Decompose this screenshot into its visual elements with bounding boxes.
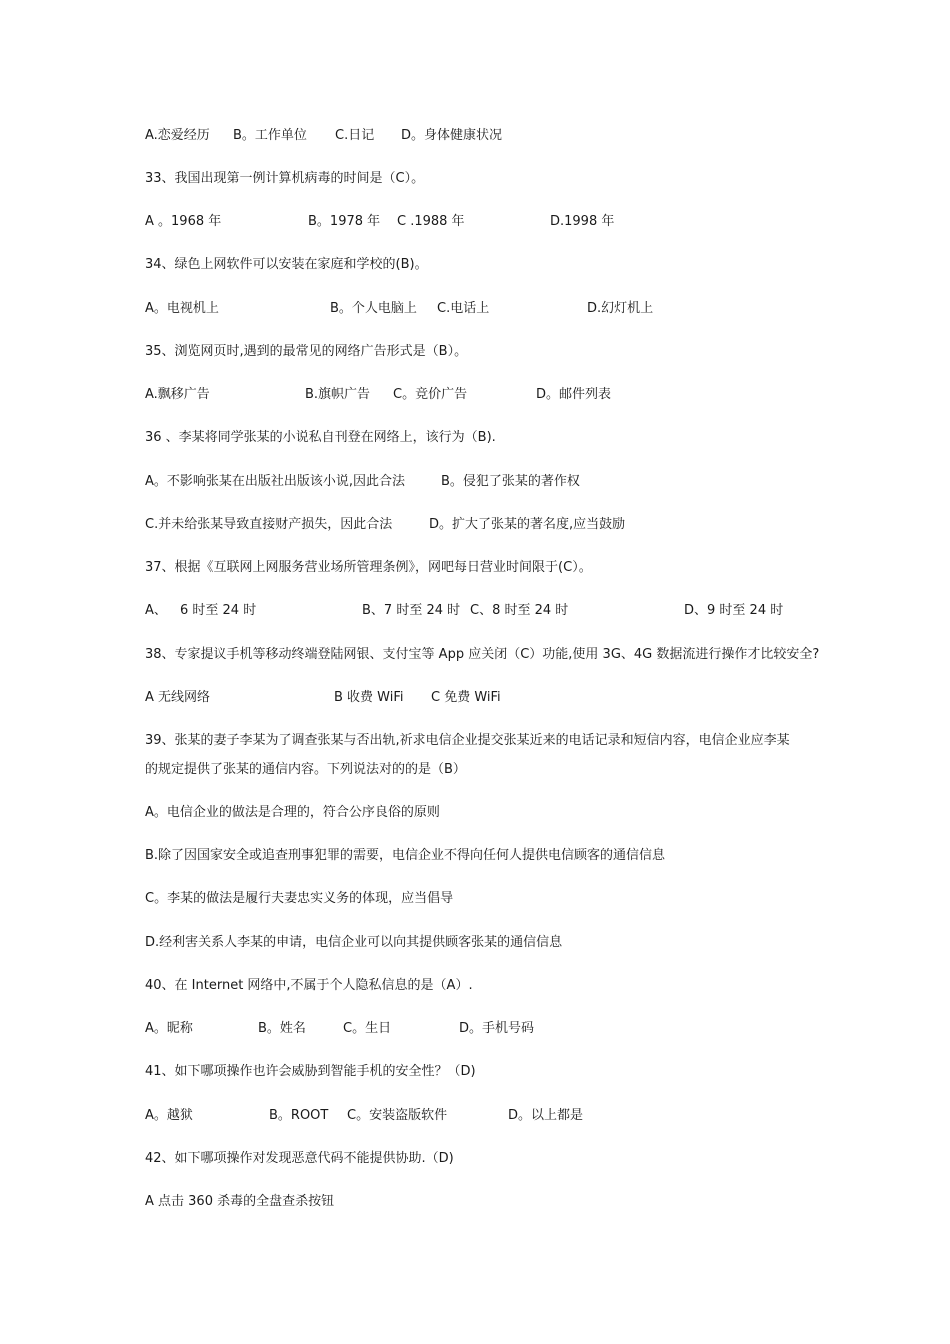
option-c: C。竞价广告 [393, 387, 468, 402]
option-a: A.飘移广告 [145, 387, 210, 402]
option-c: C.并未给张某导致直接财产损失，因此合法 [145, 517, 393, 532]
option-a: A 。1968 年 [145, 214, 222, 229]
options-line [145, 1018, 535, 1040]
question-34: 34、绿色上网软件可以安装在家庭和学校的(B)。 [145, 257, 428, 272]
options-line [145, 687, 501, 709]
question-33: 33、我国出现第一例计算机病毒的时间是（C）。 [145, 171, 425, 186]
option-d: D。身体健康状况 [401, 128, 503, 143]
options-line [145, 125, 503, 147]
option-b: B。侵犯了张某的著作权 [441, 474, 580, 489]
question-41: 41、如下哪项操作也许会威胁到智能手机的安全性？（D) [145, 1064, 476, 1079]
question-35: 35、浏览网页时,遇到的最常见的网络广告形式是（B）。 [145, 344, 468, 359]
options-line [145, 298, 654, 320]
question-40: 40、在 Internet 网络中,不属于个人隐私信息的是（A）. [145, 978, 473, 993]
question-36: 36 、李某将同学张某的小说私自刊登在网络上，该行为（B). [145, 430, 496, 445]
option-d: D.幻灯机上 [587, 301, 654, 316]
option-b: B。个人电脑上 [330, 301, 417, 316]
option-a-label: A、 [145, 603, 167, 618]
options-line [145, 384, 612, 406]
option-a: A。越狱 [145, 1108, 193, 1123]
option-a: A。不影响张某在出版社出版该小说,因此合法 [145, 474, 406, 489]
option-b: B.除了因国家安全或追查刑事犯罪的需要，电信企业不得向任何人提供电信顾客的通信信息 [145, 848, 666, 863]
option-c: C。安装盗版软件 [347, 1108, 448, 1123]
option-b: B、7 时至 24 时 [362, 603, 461, 618]
question-39-line-2: 的规定提供了张某的通信内容。下列说法对的的是（B） [145, 762, 466, 777]
options-line [145, 1105, 584, 1127]
options-line [145, 600, 784, 622]
option-d: D。扩大了张某的著名度,应当鼓励 [429, 517, 626, 532]
option-a: A。昵称 [145, 1021, 193, 1036]
option-d: D.经利害关系人李某的申请，电信企业可以向其提供顾客张某的通信信息 [145, 935, 563, 950]
option-a: A。电信企业的做法是合理的，符合公序良俗的原则 [145, 805, 440, 820]
option-a: A。电视机上 [145, 301, 219, 316]
question-37: 37、根据《互联网上网服务营业场所管理条例》，网吧每日营业时间限于(C）。 [145, 560, 592, 575]
option-b: B。姓名 [258, 1021, 306, 1036]
option-d: D。以上都是 [508, 1108, 584, 1123]
option-b: B.旗帜广告 [305, 387, 371, 402]
option-a: A 无线网络 [145, 690, 211, 705]
option-c: C。生日 [343, 1021, 392, 1036]
option-b: B。ROOT [269, 1108, 329, 1123]
question-42: 42、如下哪项操作对发现恶意代码不能提供协助.（D) [145, 1151, 454, 1166]
option-d: D.1998 年 [550, 214, 615, 229]
option-a: A 点击 360 杀毒的全盘查杀按钮 [145, 1194, 335, 1209]
option-b: B。1978 年 [308, 214, 381, 229]
option-b: B 收费 WiFi [334, 690, 404, 705]
option-c: C。李某的做法是履行夫妻忠实义务的体现，应当倡导 [145, 891, 454, 906]
options-line [145, 211, 615, 233]
question-39-line-1: 39、张某的妻子李某为了调查张某与否出轨,祈求电信企业提交张某近来的电话记录和短信内容，电信企业应李某 [145, 733, 790, 748]
option-c: C.电话上 [437, 301, 490, 316]
option-d: D。手机号码 [459, 1021, 535, 1036]
option-d: D、9 时至 24 时 [684, 603, 784, 618]
option-a: 6 时至 24 时 [180, 603, 257, 618]
option-c: C.日记 [335, 128, 375, 143]
option-c: C .1988 年 [397, 214, 465, 229]
options-line [145, 514, 626, 536]
option-b: B。工作单位 [233, 128, 307, 143]
options-line [145, 471, 580, 493]
option-a: A.恋爱经历 [145, 128, 210, 143]
option-c: C、8 时至 24 时 [470, 603, 569, 618]
option-c: C 免费 WiFi [431, 690, 501, 705]
option-d: D。邮件列表 [536, 387, 612, 402]
question-38: 38、专家提议手机等移动终端登陆网银、支付宝等 App 应关闭（C）功能,使用 3G、4G 数据流进行操作才比较安全? [145, 647, 820, 662]
